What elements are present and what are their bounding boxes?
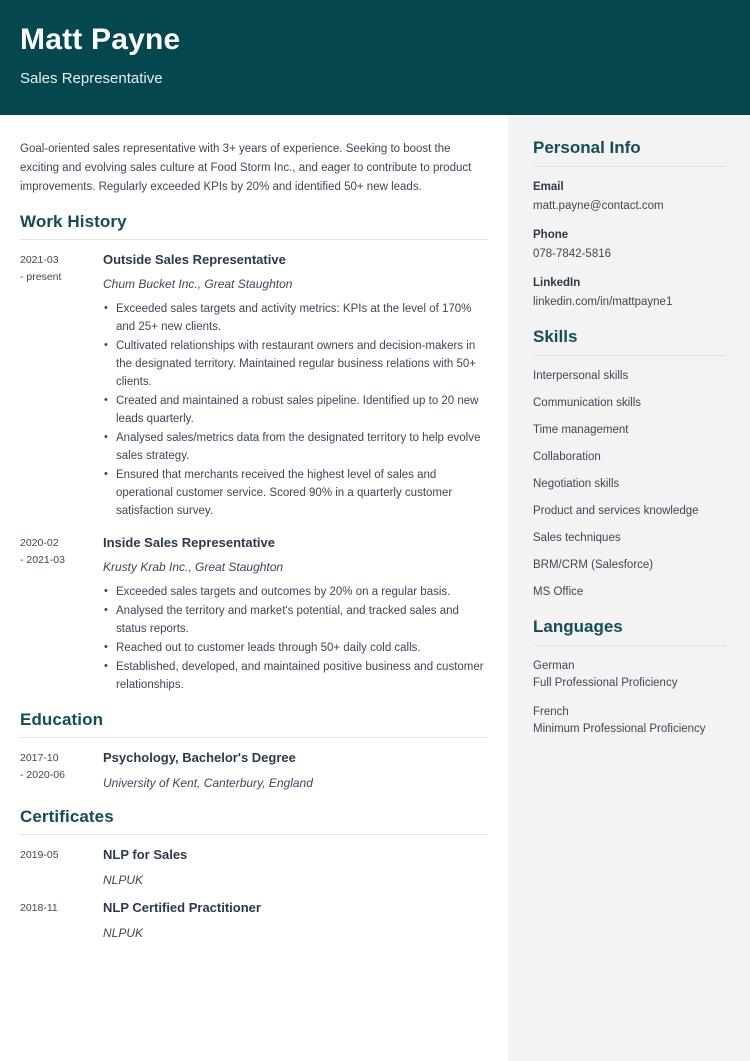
- work-entry-title: Inside Sales Representative: [103, 535, 275, 550]
- bullet-item: • Exceeded sales targets and outcomes by 20% on a regular basis.: [103, 583, 488, 601]
- date-from: 2021-03: [20, 254, 59, 266]
- skill-item: Product and services knowledge: [533, 505, 699, 517]
- resume-body: [0, 115, 750, 1061]
- work-entry-dates: [20, 251, 103, 521]
- language-level: Minimum Professional Proficiency: [533, 723, 706, 735]
- section-education: [20, 709, 488, 792]
- date-from: 2018-11: [20, 902, 58, 914]
- section-divider: [20, 737, 488, 738]
- candidate-job-title: Sales Representative: [20, 70, 163, 87]
- personal-info-heading: Personal Info: [533, 138, 641, 157]
- section-personal-info: [533, 137, 727, 310]
- language-item: [533, 658, 727, 692]
- bullet-item: • Created and maintained a robust sales pipeline. Identified up to 20 new leads quarterly.: [103, 392, 488, 428]
- certificate-entry-dates: [20, 846, 103, 889]
- work-entry: [20, 251, 488, 521]
- section-languages: [533, 616, 727, 738]
- education-entry-title: Psychology, Bachelor's Degree: [103, 750, 296, 765]
- bullet-item: • Analysed the territory and market's potential, and tracked sales and status reports.: [103, 602, 488, 638]
- date-from: 2017-10: [20, 752, 59, 764]
- work-entry-organization: Chum Bucket Inc., Great Staughton: [103, 277, 293, 291]
- info-label: Email: [533, 181, 564, 193]
- languages-heading: Languages: [533, 617, 623, 636]
- personal-info-item-phone: [533, 227, 727, 262]
- work-entry-dates: [20, 534, 103, 695]
- skills-heading: Skills: [533, 327, 578, 346]
- skill-item: Interpersonal skills: [533, 370, 629, 382]
- resume-header: [0, 0, 750, 115]
- language-level: Full Professional Proficiency: [533, 677, 678, 689]
- work-entry-title: Outside Sales Representative: [103, 252, 286, 267]
- skill-item: Communication skills: [533, 397, 642, 409]
- language-item: [533, 704, 727, 738]
- certificate-entry: [20, 899, 488, 942]
- professional-summary: Goal-oriented sales representative with 3+ years of experience. Seeking to boost the exciting and evolving sales culture at Food Storm Inc., and eager to contribute to product improvements. Regularly exceeded KPIs by 20% and identified 50+ new leads.: [20, 143, 472, 193]
- certificate-entry-organization: NLPUK: [103, 873, 144, 887]
- sidebar-divider: [533, 166, 727, 167]
- info-label: Phone: [533, 229, 569, 241]
- sidebar-column: [508, 115, 750, 1061]
- skill-item: Time management: [533, 424, 629, 436]
- work-entry-body: [103, 534, 488, 695]
- section-divider: [20, 834, 488, 835]
- education-entry-dates: [20, 749, 103, 792]
- skill-item: MS Office: [533, 586, 584, 598]
- bullet-item: • Ensured that merchants received the highest level of sales and operational customer service. Scored 90% in a quarterly customer satisfaction survey.: [103, 466, 488, 520]
- work-entry-body: [103, 251, 488, 521]
- bullet-item: • Exceeded sales targets and activity metrics: KPIs at the level of 170% and 25+ new clients.: [103, 300, 488, 336]
- certificates-heading: Certificates: [20, 807, 114, 826]
- sidebar-divider: [533, 645, 727, 646]
- section-skills: [533, 326, 727, 600]
- language-name: French: [533, 706, 569, 718]
- certificate-entry-body: [103, 899, 488, 942]
- main-column: [0, 115, 508, 1061]
- certificate-entry-title: NLP Certified Practitioner: [103, 900, 261, 915]
- sidebar-divider: [533, 355, 727, 356]
- education-entry-body: [103, 749, 488, 792]
- skill-item: Negotiation skills: [533, 478, 620, 490]
- info-value-email[interactable]: matt.payne@contact.com: [533, 200, 664, 212]
- candidate-name: Matt Payne: [20, 23, 181, 56]
- bullet-item: • Reached out to customer leads through 50+ daily cold calls.: [103, 639, 488, 657]
- info-label: LinkedIn: [533, 277, 581, 289]
- personal-info-item-email: [533, 179, 727, 214]
- section-divider: [20, 239, 488, 240]
- certificate-entry: [20, 846, 488, 889]
- info-value-phone[interactable]: 078-7842-5816: [533, 248, 612, 260]
- work-history-heading: Work History: [20, 212, 127, 231]
- work-entry-bullets: [103, 300, 488, 520]
- personal-info-item-linkedin: [533, 275, 727, 310]
- date-to: - 2020-06: [20, 769, 65, 781]
- date-to: - present: [20, 271, 62, 283]
- education-entry-organization: University of Kent, Canterbury, England: [103, 776, 313, 790]
- work-entry-organization: Krusty Krab Inc., Great Staughton: [103, 560, 284, 574]
- date-to: - 2021-03: [20, 554, 65, 566]
- skill-item: BRM/CRM (Salesforce): [533, 559, 654, 571]
- education-entry: [20, 749, 488, 792]
- bullet-item: • Cultivated relationships with restaurant owners and decision-makers in the designated territory. Maintained regular business relations with 50+ clients.: [103, 337, 488, 391]
- bullet-item: • Established, developed, and maintained positive business and customer relationships.: [103, 658, 488, 694]
- date-from: 2020-02: [20, 537, 59, 549]
- language-name: German: [533, 660, 575, 672]
- certificate-entry-body: [103, 846, 488, 889]
- info-value-linkedin[interactable]: linkedin.com/in/mattpayne1: [533, 296, 673, 308]
- bullet-item: • Analysed sales/metrics data from the designated territory to help evolve sales strategy.: [103, 429, 488, 465]
- certificate-entry-dates: [20, 899, 103, 942]
- work-entry-bullets: [103, 583, 488, 694]
- skill-item: Sales techniques: [533, 532, 621, 544]
- section-certificates: [20, 806, 488, 942]
- section-work-history: [20, 211, 488, 695]
- certificate-entry-organization: NLPUK: [103, 926, 144, 940]
- work-entry: [20, 534, 488, 695]
- certificate-entry-title: NLP for Sales: [103, 847, 188, 862]
- skill-item: Collaboration: [533, 451, 601, 463]
- date-from: 2019-05: [20, 849, 59, 861]
- education-heading: Education: [20, 710, 104, 729]
